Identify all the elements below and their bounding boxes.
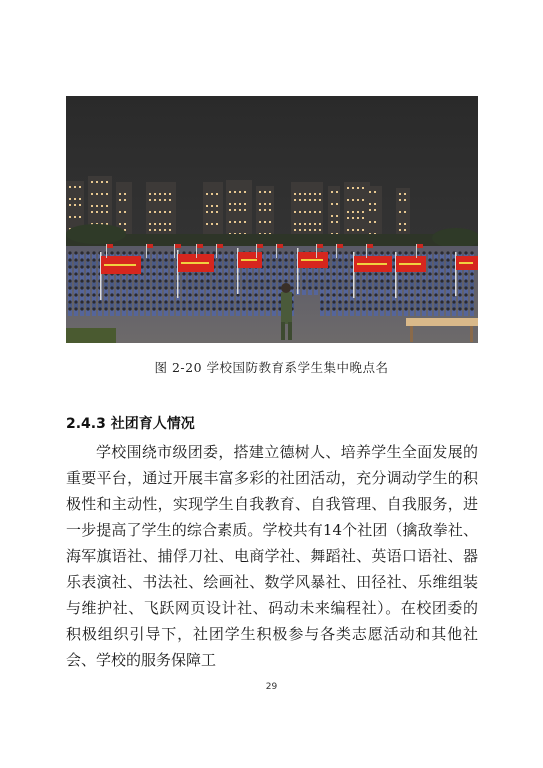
- section-heading: 2.4.3 社团育人情况: [66, 416, 195, 432]
- assembly-photo: [66, 96, 478, 343]
- figure-caption: 图 2-20 学校国防教育系学生集中晚点名: [154, 360, 389, 375]
- tree-left: [66, 328, 116, 343]
- page-number: 29: [265, 682, 278, 692]
- body-text: [66, 439, 478, 673]
- body-paragraph: 学校围绕市级团委，搭建立德树人、培养学生全面发展的重要平台，通过开展丰富多彩的社团活动，充分调动学生的积极性和主动性，实现学生自我教育、自我管理、自我服务，进一步提高了学生的综合素质。学校共有14个社团（擒敌拳社、海军旗语社、捕俘刀社、电商学社、舞蹈社、英语口语社、器乐表演社、书法社、绘画社、数学风暴社、田径社、乐维组装与维护社、飞跃网页设计社、码动未来编程社）。在校团委的积极组织引导下，社团学生积极参与各类志愿活动和其他社会、学校的服务保障工: [66, 443, 478, 669]
